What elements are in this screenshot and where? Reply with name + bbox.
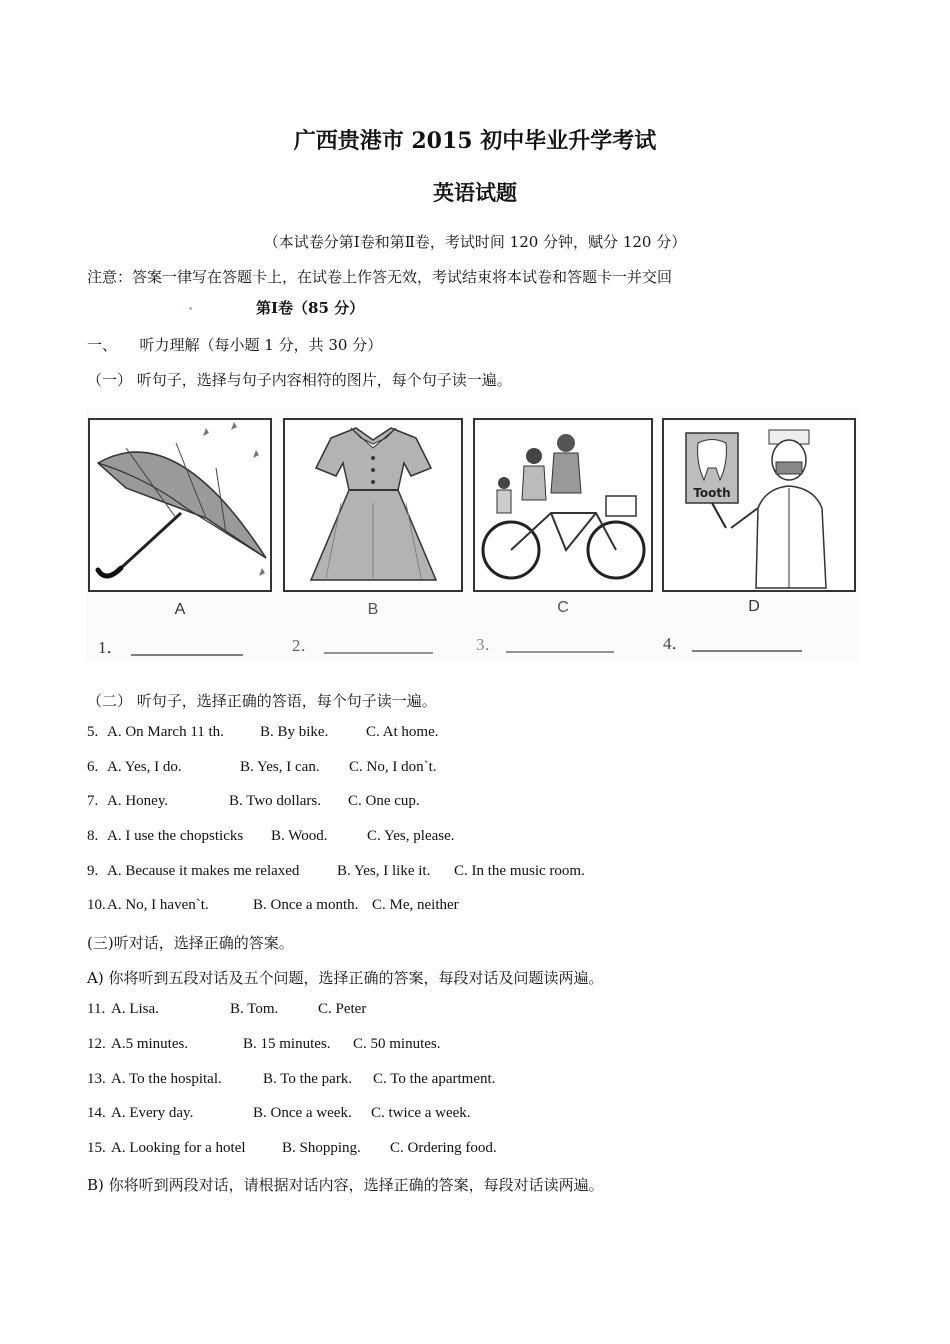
option-b[interactable]: B. Once a week. (253, 1105, 352, 1121)
picture-label-d: D (748, 598, 760, 615)
option-c[interactable]: C. In the music room. (454, 863, 585, 879)
option-b[interactable]: B. To the park. (263, 1071, 353, 1087)
part2-instruction: （二） 听句子，选择正确的答语，每个句子读一遍。 (87, 692, 437, 710)
option-c[interactable]: C. One cup. (348, 793, 420, 809)
option-a[interactable]: A. Honey. (107, 793, 169, 809)
option-a[interactable]: A. Looking for a hotel (111, 1140, 246, 1156)
blank-label-3: 3． (476, 635, 502, 654)
option-a[interactable]: A. Every day. (111, 1105, 194, 1121)
question-row (87, 1105, 471, 1122)
option-c[interactable]: C. No, I don`t. (349, 759, 437, 775)
question-number: 6. (87, 759, 99, 775)
option-a[interactable]: A. I use the chopsticks (107, 828, 244, 844)
option-c[interactable]: C. Me, neither (372, 897, 459, 913)
question-number: 11. (87, 1001, 106, 1017)
option-b[interactable]: B. Yes, I can. (240, 759, 320, 775)
section-title: 一、 听力理解（每小题 1 分，共 30 分） (87, 336, 383, 354)
option-b[interactable]: B. Once a month. (253, 897, 359, 913)
option-c[interactable]: C. To the apartment. (373, 1071, 496, 1087)
option-b[interactable]: B. 15 minutes. (243, 1036, 331, 1052)
partB-instruction: B) 你将听到两段对话，请根据对话内容，选择正确的答案，每段对话读两遍。 (87, 1176, 604, 1194)
picture-strip (86, 408, 860, 662)
question-number: 9. (87, 863, 99, 879)
question-number: 14. (87, 1105, 106, 1121)
question-number: 12. (87, 1036, 106, 1052)
exam-title: 广西贵港市 2015 初中毕业升学考试 (293, 128, 657, 154)
blank-label-1: 1． (98, 638, 124, 657)
question-row (87, 724, 439, 741)
option-c[interactable]: C. Yes, please. (367, 828, 455, 844)
option-a[interactable]: A. Lisa. (111, 1001, 159, 1017)
question-number: 7. (87, 793, 99, 809)
question-row (87, 1140, 497, 1157)
picture-d-dentist (663, 419, 855, 591)
speck-mark (189, 307, 192, 310)
option-a[interactable]: A. No, I haven`t. (107, 897, 209, 913)
blank-label-2: 2． (292, 636, 318, 655)
option-a[interactable]: A. Because it makes me relaxed (107, 863, 300, 879)
option-b[interactable]: B. By bike. (260, 724, 329, 740)
notice: 注意：答案一律写在答题卡上，在试卷上作答无效，考试结束将本试卷和答题卡一并交回 (87, 268, 673, 286)
option-c[interactable]: C. 50 minutes. (353, 1036, 441, 1052)
option-b[interactable]: B. Tom. (230, 1001, 279, 1017)
option-a[interactable]: A. Yes, I do. (107, 759, 182, 775)
question-row (87, 1001, 366, 1018)
option-b[interactable]: B. Shopping. (282, 1140, 361, 1156)
partA-instruction: A) 你将听到五段对话及五个问题，选择正确的答案，每段对话及问题读两遍。 (87, 969, 604, 987)
question-row (87, 897, 459, 914)
exam-info: （本试卷分第Ⅰ卷和第Ⅱ卷，考试时间 120 分钟，赋分 120 分） (263, 233, 687, 251)
option-a[interactable]: A.5 minutes. (111, 1036, 189, 1052)
option-c[interactable]: C. At home. (366, 724, 439, 740)
part1-instruction: （一） 听句子，选择与句子内容相符的图片，每个句子读一遍。 (87, 371, 512, 389)
question-number: 5. (87, 724, 99, 740)
option-c[interactable]: C. Ordering food. (390, 1140, 497, 1156)
option-b[interactable]: B. Yes, I like it. (337, 863, 431, 879)
question-row (87, 1036, 441, 1053)
picture-label-c: C (557, 599, 569, 616)
question-row (87, 759, 437, 776)
question-row (87, 828, 455, 845)
picture-label-a: A (174, 601, 186, 618)
picture-a-umbrella (89, 419, 271, 591)
option-b[interactable]: B. Two dollars. (229, 793, 322, 809)
option-b[interactable]: B. Wood. (271, 828, 328, 844)
part3-instruction: (三)听对话，选择正确的答案。 (87, 934, 294, 952)
question-number: 8. (87, 828, 99, 844)
option-c[interactable]: C. twice a week. (371, 1105, 471, 1121)
tooth-sign-label: Tooth (693, 486, 731, 500)
question-number: 15. (87, 1140, 106, 1156)
question-number: 10. (87, 897, 106, 913)
question-row (87, 863, 585, 880)
option-a[interactable]: A. On March 11 th. (107, 724, 224, 740)
option-c[interactable]: C. Peter (318, 1001, 367, 1017)
picture-b-dress (284, 419, 462, 591)
picture-label-b: B (367, 601, 379, 618)
picture-c-bicycle (474, 419, 652, 591)
question-number: 13. (87, 1071, 106, 1087)
exam-subtitle: 英语试题 (433, 180, 517, 205)
volume-heading: 第Ⅰ卷（85 分） (256, 299, 365, 317)
option-a[interactable]: A. To the hospital. (111, 1071, 222, 1087)
blank-label-4: 4． (663, 634, 689, 653)
question-row (87, 1071, 495, 1088)
question-row (87, 793, 420, 810)
